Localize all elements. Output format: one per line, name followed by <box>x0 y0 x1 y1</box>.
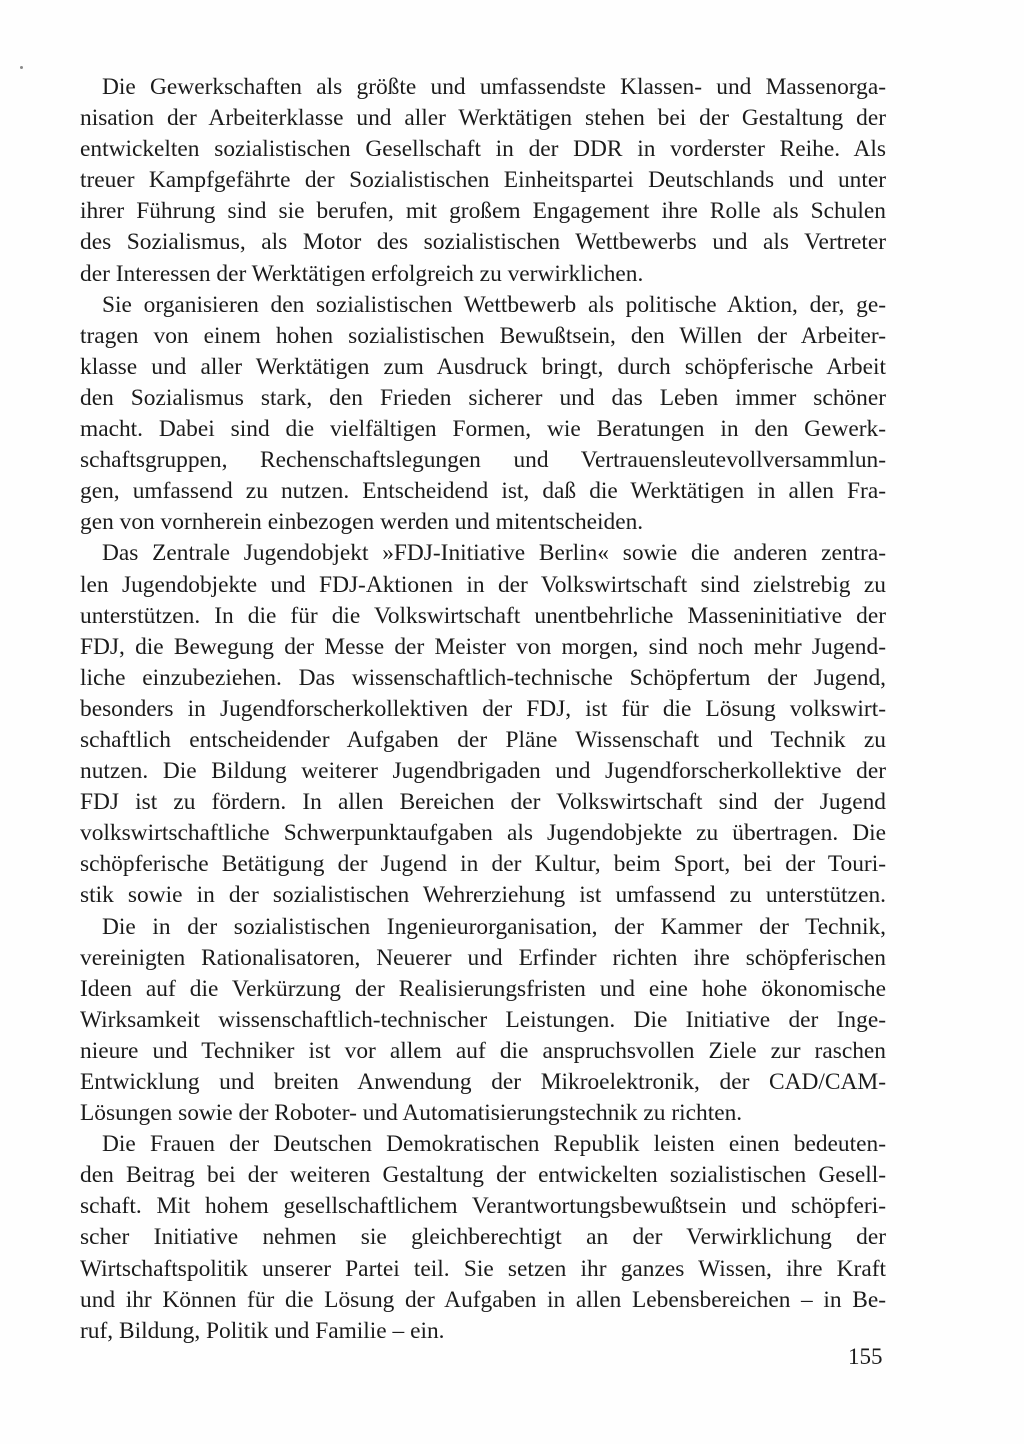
text-line: macht. Dabei sind die vielfältigen Formen, wie Beratungen in den Gewerk- <box>80 416 886 443</box>
paragraph-women <box>80 1129 886 1347</box>
text-line: Lösungen sowie der Roboter- und Automatisierungstechnik zu richten. <box>80 1100 743 1127</box>
text-line: Die Gewerkschaften als größte und umfassendste Klassen- und Massenorga- <box>102 74 886 100</box>
body-text <box>80 72 886 1347</box>
text-line: stik sowie in der sozialistischen Wehrerziehung ist umfassend zu unterstützen. <box>80 882 886 909</box>
text-line: schaft. Mit hohem gesellschaftlichem Verantwortungsbewußtsein und schöpferi- <box>80 1193 886 1220</box>
text-line: ihrer Führung sind sie berufen, mit großem Engagement ihre Rolle als Schulen <box>80 198 886 225</box>
text-line: Sie organisieren den sozialistischen Wettbewerb als politische Aktion, der, ge- <box>102 291 886 318</box>
text-line: Die in der sozialistischen Ingenieurorganisation, der Kammer der Technik, <box>102 913 886 940</box>
text-line: FDJ ist zu fördern. In allen Bereichen der Volkswirtschaft sind der Jugend <box>80 789 886 816</box>
text-line: gen, umfassend zu nutzen. Entscheidend ist, daß die Werktätigen in allen Fra- <box>80 478 886 505</box>
text-line: schaftlich entscheidender Aufgaben der Pläne Wissenschaft und Technik zu <box>80 726 886 753</box>
text-line: des Sozialismus, als Motor des sozialistischen Wettbewerbs und als Vertreter <box>80 229 886 256</box>
text-line: ruf, Bildung, Politik und Familie – ein. <box>80 1317 445 1344</box>
paragraph-engineers <box>80 912 886 1130</box>
text-line: schaftsgruppen, Rechenschaftslegungen und Vertrauensleutevollversammlun- <box>80 447 886 474</box>
text-line: vereinigten Rationalisatoren, Neuerer und Erfinder richten ihre schöpferischen <box>80 944 886 971</box>
text-line: Das Zentrale Jugendobjekt »FDJ-Initiative Berlin« sowie die anderen zentra- <box>102 540 886 567</box>
page-number: 155 <box>848 1344 883 1369</box>
text-line: FDJ, die Bewegung der Messe der Meister von morgen, sind noch mehr Jugend- <box>80 633 886 660</box>
text-line: gen von vornherein einbezogen werden und mitentscheiden. <box>80 509 644 536</box>
text-line: liche einzubeziehen. Das wissenschaftlich-technische Schöpfertum der Jugend, <box>80 664 886 691</box>
paragraph-trade-unions <box>80 72 886 290</box>
text-line: Die Frauen der Deutschen Demokratischen Republik leisten einen bedeuten- <box>102 1131 886 1158</box>
text-line: und ihr Können für die Lösung der Aufgaben in allen Lebensbereichen – in Be- <box>80 1286 886 1313</box>
text-line: tragen von einem hohen sozialistischen Bewußtsein, den Willen der Arbeiter- <box>80 322 886 349</box>
text-line: Ideen auf die Verkürzung der Realisierungsfristen und eine hohe ökonomische <box>80 975 886 1002</box>
text-line: len Jugendobjekte und FDJ-Aktionen in der Volkswirtschaft sind zielstrebig zu <box>80 571 886 598</box>
text-line: nutzen. Die Bildung weiterer Jugendbrigaden und Jugendforscherkollektive der <box>80 758 886 785</box>
text-line: der Interessen der Werktätigen erfolgreich zu verwirklichen. <box>80 260 644 287</box>
text-line: besonders in Jugendforscherkollektiven der FDJ, ist für die Lösung volkswirt- <box>80 695 886 722</box>
text-line: scher Initiative nehmen sie gleichberechtigt an der Verwirklichung der <box>80 1224 886 1251</box>
text-line: Wirtschaftspolitik unserer Partei teil. Sie setzen ihr ganzes Wissen, ihre Kraft <box>80 1255 886 1282</box>
text-line: klasse und aller Werktätigen zum Ausdruck bringt, durch schöpferische Arbeit <box>80 353 886 380</box>
text-line: nieure und Techniker ist vor allem auf die anspruchsvollen Ziele zur raschen <box>80 1037 886 1064</box>
text-line: Entwicklung und breiten Anwendung der Mikroelektronik, der CAD/CAM- <box>80 1069 886 1095</box>
text-line: nisation der Arbeiterklasse und aller Werktätigen stehen bei der Gestaltung der <box>80 105 886 132</box>
text-line: entwickelten sozialistischen Gesellschaft in der DDR in vorderster Reihe. Als <box>80 136 886 163</box>
text-line: treuer Kampfgefährte der Sozialistischen Einheitspartei Deutschlands und unter <box>80 167 886 194</box>
paragraph-socialist-competition <box>80 290 886 539</box>
text-line: unterstützen. In die für die Volkswirtschaft unentbehrliche Masseninitiative der <box>80 602 886 629</box>
text-line: volkswirtschaftliche Schwerpunktaufgaben als Jugendobjekte zu übertragen. Die <box>80 820 886 847</box>
scan-speck <box>20 66 23 69</box>
text-line: den Sozialismus stark, den Frieden sicherer und das Leben immer schöner <box>80 384 886 411</box>
paragraph-youth-projects <box>80 538 886 911</box>
text-line: Wirksamkeit wissenschaftlich-technischer Leistungen. Die Initiative der Inge- <box>80 1006 886 1033</box>
text-line: den Beitrag bei der weiteren Gestaltung der entwickelten sozialistischen Gesell- <box>80 1162 886 1189</box>
text-line: schöpferische Betätigung der Jugend in der Kultur, beim Sport, bei der Touri- <box>80 851 886 878</box>
